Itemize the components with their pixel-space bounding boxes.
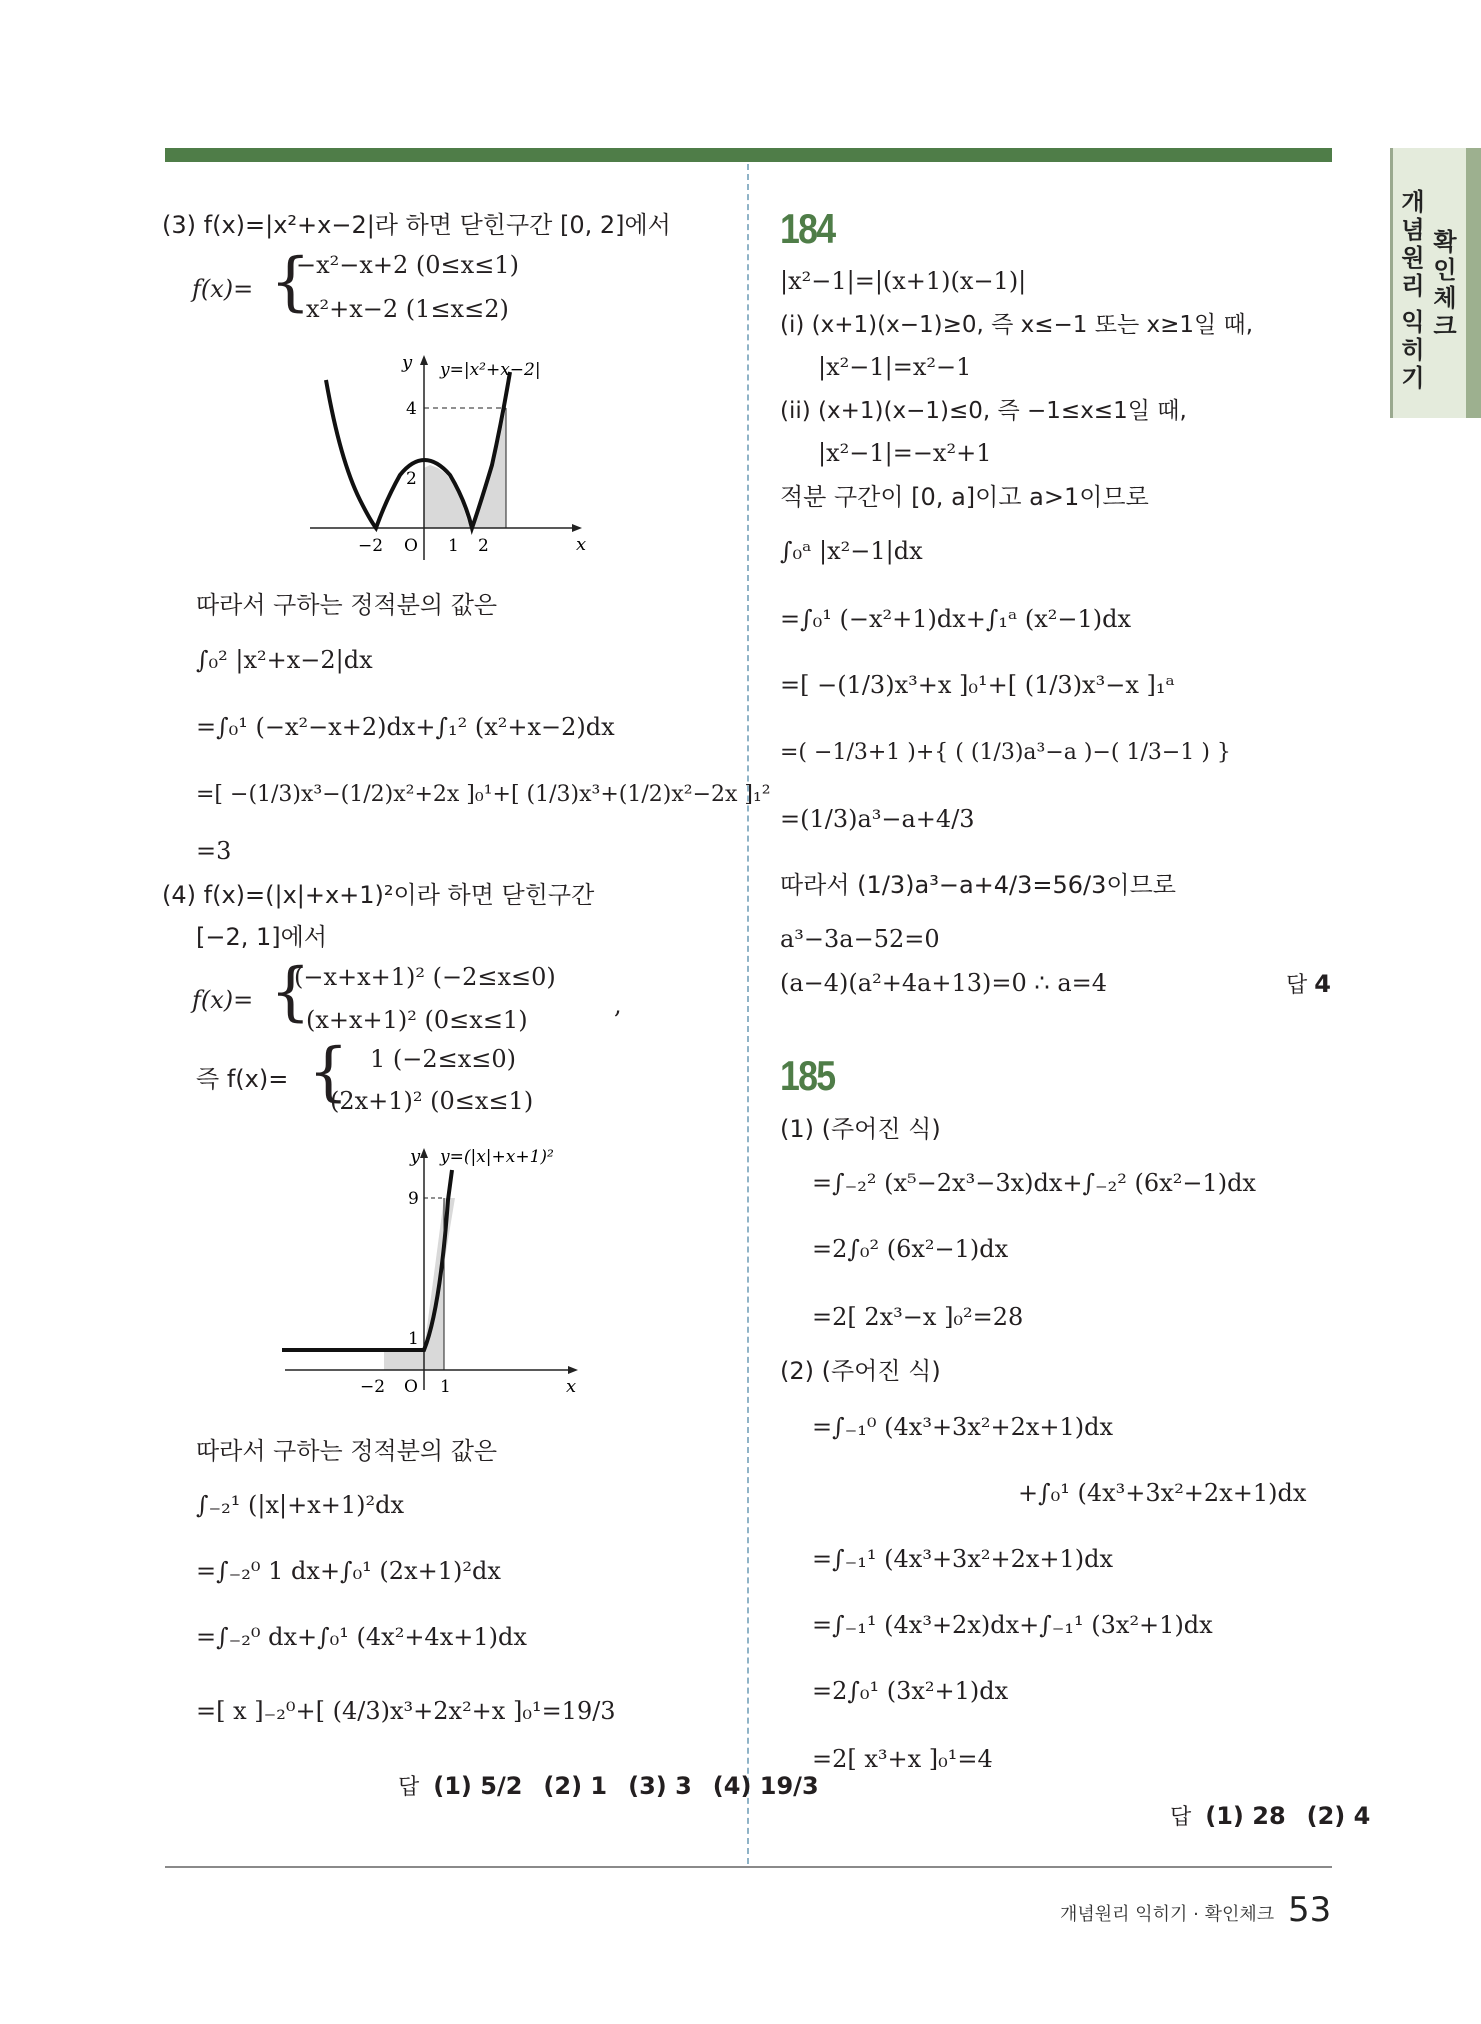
p184-line: |x²−1|=−x²+1	[818, 439, 992, 467]
p3-intro: (3) f(x)=|x²+x−2|라 하면 닫힌구간 [0, 2]에서	[162, 211, 671, 239]
answer-item: (3) 3	[628, 1772, 692, 1800]
p4-interval: [−2, 1]에서	[196, 923, 328, 951]
p184-line: (ii) (x+1)(x−1)≤0, 즉 −1≤x≤1일 때,	[780, 398, 1187, 424]
shaded-area-left	[384, 1350, 424, 1370]
p4-case3: 1 (−2≤x≤0)	[370, 1045, 517, 1073]
side-tab-char: 기	[1401, 364, 1425, 392]
side-tab-char: 체	[1433, 284, 1457, 312]
p184-line: =[ −(1/3)x³+x ]₀¹+[ (1/3)x³−x ]₁ᵃ	[780, 671, 1175, 699]
p184-line: 적분 구간이 [0, a]이고 a>1이므로	[780, 483, 1149, 511]
y-tick: 4	[406, 399, 417, 419]
p3-line: =3	[196, 837, 232, 865]
x-tick: 1	[448, 536, 459, 556]
p185-line: +∫₀¹ (4x³+3x²+2x+1)dx	[1018, 1479, 1307, 1507]
p4-line: =∫₋₂⁰ 1 dx+∫₀¹ (2x+1)²dx	[196, 1557, 501, 1585]
x-tick: −2	[360, 1377, 386, 1397]
p4-brace: {	[270, 955, 311, 1029]
y-tick: 9	[408, 1189, 419, 1209]
x-tick: 1	[440, 1377, 451, 1397]
p185-line: =2[ x³+x ]₀¹=4	[812, 1745, 993, 1773]
p4-text: 따라서 구하는 정적분의 값은	[196, 1437, 498, 1465]
footer-label: 개념원리 익히기 · 확인체크	[1060, 1904, 1275, 1925]
p184-line: 따라서 (1/3)a³−a+4/3=56/3이므로	[780, 871, 1176, 899]
bottom-rule	[165, 1866, 1332, 1868]
page-number: 53	[1288, 1890, 1332, 1930]
p3-line: =[ −(1/3)x³−(1/2)x²+2x ]₀¹+[ (1/3)x³+(1/2)x²−2x ]₁²	[196, 782, 771, 807]
side-tab-char: 크	[1433, 312, 1457, 340]
p184-line: |x²−1|=|(x+1)(x−1)|	[780, 267, 1027, 295]
p4-case4: (2x+1)² (0≤x≤1)	[330, 1087, 534, 1115]
p4-case2: (x+x+1)² (0≤x≤1)	[306, 1006, 528, 1034]
p3-line: =∫₀¹ (−x²−x+2)dx+∫₁² (x²+x−2)dx	[196, 713, 615, 741]
y-axis-arrow-icon	[420, 355, 428, 365]
p3-case1: −x²−x+2 (0≤x≤1)	[296, 251, 519, 279]
x-axis-arrow-icon	[572, 524, 582, 532]
p185-line: (1) (주어진 식)	[780, 1115, 941, 1143]
side-tab-char: 원	[1401, 244, 1425, 272]
p4-comma: ,	[614, 991, 622, 1019]
answer-185	[1170, 1800, 1370, 1831]
p4-line: =[ x ]₋₂⁰+[ (4/3)x³+2x²+x ]₀¹=19/3	[196, 1697, 616, 1725]
p184-line: =∫₀¹ (−x²+1)dx+∫₁ᵃ (x²−1)dx	[780, 605, 1132, 633]
curve-label: y=|x²+x−2|	[440, 360, 541, 380]
p184-line: (i) (x+1)(x−1)≥0, 즉 x≤−1 또는 x≥1일 때,	[780, 312, 1254, 338]
p4-brace2: {	[308, 1035, 349, 1109]
side-tab-char: 리	[1401, 272, 1425, 300]
y-axis-label: y	[410, 1146, 421, 1167]
p185-line: =∫₋₁¹ (4x³+2x)dx+∫₋₁¹ (3x²+1)dx	[812, 1611, 1213, 1639]
answer-value: 4	[1314, 970, 1331, 998]
column-divider	[747, 164, 749, 1864]
answer-184	[1286, 968, 1331, 999]
p184-line: =( −1/3+1 )+{ ( (1/3)a³−a )−( 1/3−1 ) }	[780, 740, 1231, 765]
p4-case1: (−x+x+1)² (−2≤x≤0)	[294, 963, 556, 991]
answer-label: 답	[1170, 1805, 1192, 1830]
answer-item: (2) 4	[1306, 1802, 1371, 1830]
problem-number-185: 185	[780, 1052, 835, 1099]
p185-line: =∫₋₁⁰ (4x³+3x²+2x+1)dx	[812, 1413, 1114, 1441]
p3-case2: x²+x−2 (1≤x≤2)	[306, 295, 509, 323]
y-tick: 1	[408, 1329, 419, 1349]
x-tick: O	[404, 1377, 418, 1397]
side-tab-col2	[1431, 228, 1459, 340]
p185-line: =2[ 2x³−x ]₀²=28	[812, 1303, 1024, 1331]
side-tab-char: 인	[1433, 256, 1457, 284]
y-tick: 2	[406, 469, 417, 489]
p184-line: =(1/3)a³−a+4/3	[780, 805, 975, 833]
x-axis-label: x	[576, 534, 587, 555]
p4-line: ∫₋₂¹ (|x|+x+1)²dx	[196, 1491, 405, 1519]
p185-line: =∫₋₁¹ (4x³+3x²+2x+1)dx	[812, 1545, 1114, 1573]
answer-item: (1) 28	[1205, 1802, 1286, 1830]
p3-brace: {	[270, 245, 311, 319]
p184-line: ∫₀ᵃ |x²−1|dx	[780, 537, 923, 565]
p185-line: (2) (주어진 식)	[780, 1357, 941, 1385]
p3-text: 따라서 구하는 정적분의 값은	[196, 591, 498, 619]
side-tab-char: 개	[1401, 188, 1425, 216]
graph-piecewise-square	[280, 1140, 590, 1400]
graph-abs-quadratic	[300, 350, 590, 565]
x-axis-arrow-icon	[568, 1366, 578, 1374]
p185-line: =∫₋₂² (x⁵−2x³−3x)dx+∫₋₂² (6x²−1)dx	[812, 1169, 1256, 1197]
p4-intro: (4) f(x)=(|x|+x+1)²이라 하면 닫힌구간	[162, 881, 595, 909]
curve-label: y=(|x|+x+1)²	[440, 1147, 554, 1167]
answer-item: (1) 5/2	[433, 1772, 523, 1800]
p185-line: =2∫₀² (6x²−1)dx	[812, 1235, 1009, 1263]
p185-line: =2∫₀¹ (3x²+1)dx	[812, 1677, 1009, 1705]
side-tab-strip	[1466, 148, 1481, 418]
answer-item: (2) 1	[543, 1772, 608, 1800]
side-tab-char: 념	[1401, 216, 1425, 244]
answer-left	[398, 1770, 819, 1801]
answer-label: 답	[398, 1775, 420, 1800]
side-tab	[1390, 148, 1481, 418]
side-tab-char: 익	[1401, 308, 1425, 336]
p4-fx: f(x)=	[192, 986, 254, 1014]
y-axis-arrow-icon	[420, 1148, 428, 1158]
p4-so: 즉 f(x)=	[196, 1065, 289, 1093]
top-green-bar	[165, 148, 1332, 162]
p3-line: ∫₀² |x²+x−2|dx	[196, 646, 373, 674]
problem-number-184: 184	[780, 205, 835, 252]
curve-graph2	[282, 1170, 452, 1350]
x-tick: −2	[358, 536, 384, 556]
answer-item: (4) 19/3	[712, 1772, 819, 1800]
x-tick: O	[404, 536, 418, 556]
y-axis-label: y	[402, 352, 413, 373]
p4-line: =∫₋₂⁰ dx+∫₀¹ (4x²+4x+1)dx	[196, 1623, 527, 1651]
p184-line: (a−4)(a²+4a+13)=0 ∴ a=4	[780, 969, 1107, 997]
side-tab-col1	[1399, 188, 1427, 392]
x-tick: 2	[478, 536, 489, 556]
p184-line: a³−3a−52=0	[780, 925, 940, 953]
answer-label: 답	[1286, 973, 1308, 998]
p3-fx: f(x)=	[192, 275, 254, 303]
side-tab-char: 확	[1433, 228, 1457, 256]
side-tab-char: 히	[1401, 336, 1425, 364]
p184-line: |x²−1|=x²−1	[818, 353, 972, 381]
x-axis-label: x	[566, 1376, 577, 1397]
